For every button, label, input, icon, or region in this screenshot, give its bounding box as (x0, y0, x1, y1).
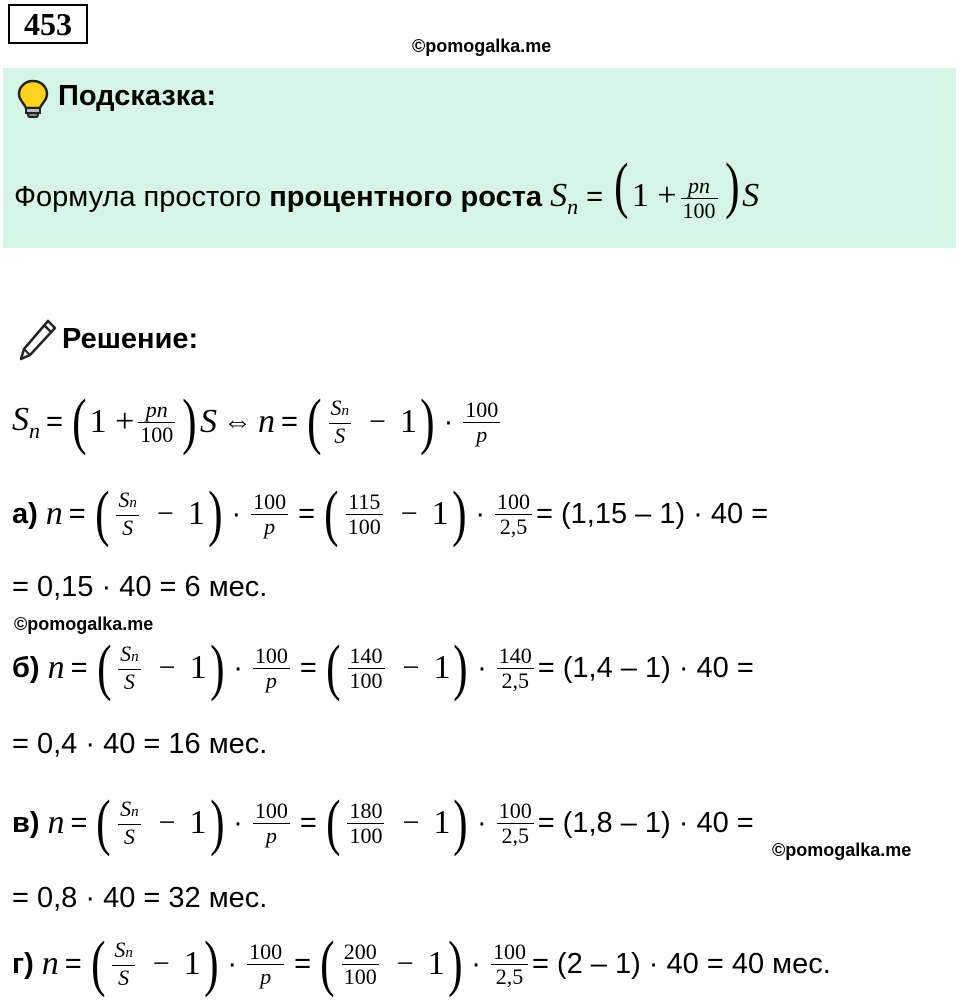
part-b-result: = 0,4 · 40 = 16 мес. (12, 728, 268, 760)
part-a-result: = 0,15 · 40 = 6 мес. (12, 571, 268, 603)
part-b-line: б) n = ( $\frac{Sn}{S}$ − 1 ) · $\frac{100}{p}$ = ( $\frac{140}{100}$ − 1 ) · $\frac{140}{2,5}$ = (1,4 – 1) · 40 = (12, 634, 754, 702)
equiv-symbol: ⇔ (222, 405, 252, 438)
hint-text-bold: процентного роста (269, 181, 543, 213)
general-formula: $S_n$ = ( 1 + $\frac{pn}{100}$ ) S ⇔ n = ( $\frac{Sn}{S}$ − 1 ) · $\frac{100}{p}$ (12, 388, 499, 456)
part-v-result: = 0,8 · 40 = 32 мес. (12, 882, 268, 914)
part-a-label: а) (12, 497, 38, 530)
part-b-tail: = (1,4 – 1) · 40 = (537, 651, 754, 684)
part-b-label: б) (12, 651, 40, 684)
hint-title: Подсказка: (58, 80, 217, 112)
watermark: ©pomogalka.me (412, 36, 552, 56)
part-a-line: а) n = ( $\frac{Sn}{S}$ − 1 ) · $\frac{100}{p}$ = ( $\frac{115}{100}$ − 1 ) · $\frac{100}{2,5}$ = (1,15 – 1) · 40 = (12, 480, 769, 548)
part-v-tail: = (1,8 – 1) · 40 = (537, 806, 754, 839)
watermark: ©pomogalka.me (14, 614, 154, 634)
part-v-line: в) n = ( $\frac{Sn}{S}$ − 1 ) · $\frac{100}{p}$ = ( $\frac{180}{100}$ − 1 ) · $\frac{100}{2,5}$ = (1,8 – 1) · 40 = (12, 789, 754, 857)
part-g-tail: = (2 – 1) · 40 = 40 мес. (531, 947, 831, 980)
part-g-line: г) n = ( $\frac{Sn}{S}$ − 1 ) · $\frac{100}{p}$ = ( $\frac{200}{100}$ − 1 ) · $\frac{100}{2,5}$ = (2 – 1) · 40 = 40 мес. (12, 930, 831, 998)
part-v-label: в) (12, 806, 40, 839)
part-a-tail: = (1,15 – 1) · 40 = (535, 497, 769, 530)
part-g-label: г) (12, 947, 34, 980)
hint-text-plain: Формула простого (14, 181, 270, 213)
solution-title: Решение: (62, 323, 199, 355)
hint-text: Формула простого процентного роста $S_n = (1$ + $\frac{pn}{100}$ )S (14, 152, 760, 223)
lightbulb-icon (16, 78, 50, 125)
pencil-icon (18, 318, 58, 367)
problem-number: 453 (8, 4, 88, 44)
watermark: ©pomogalka.me (772, 840, 912, 860)
